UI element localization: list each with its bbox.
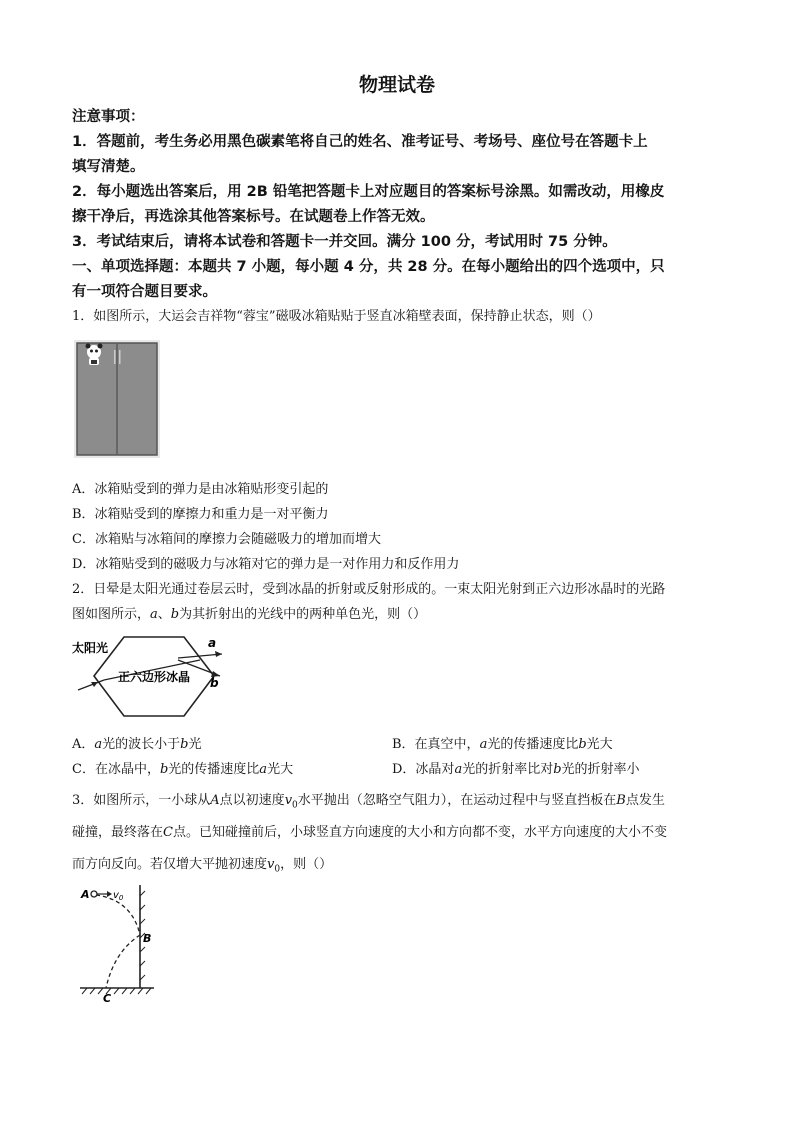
option-text: A． bbox=[72, 737, 95, 752]
stem-text: 点以初速度 bbox=[219, 793, 285, 808]
notice-item-1-line-2: 填写清楚。 bbox=[72, 159, 145, 175]
question-1-option-c: C．冰箱贴与冰箱间的摩擦力会随磁吸力的增加而增大 bbox=[72, 532, 381, 547]
label-b: b bbox=[210, 676, 219, 690]
label-a: a bbox=[208, 636, 217, 650]
question-2-option-c bbox=[72, 758, 293, 777]
point-c-label: C bbox=[103, 992, 112, 1005]
section-heading-line-1: 一、单项选择题：本题共 7 小题，每小题 4 分，共 28 分。在每小题给出的四个选项中，只 bbox=[72, 259, 665, 275]
subscript-0: 0 bbox=[274, 864, 281, 875]
crystal-label: 正六边形冰晶 bbox=[118, 670, 191, 684]
option-text: B．在真空中， bbox=[392, 737, 480, 752]
option-text: D．冰晶对 bbox=[392, 762, 455, 777]
symbol-v0: v bbox=[267, 857, 275, 872]
question-1-option-d: D．冰箱贴受到的磁吸力与冰箱对它的弹力是一对作用力和反作用力 bbox=[72, 557, 460, 572]
hexagon-crystal-figure bbox=[72, 630, 237, 722]
stem-text: 水平抛出（忽略空气阻力），在运动过程中与竖直挡板在 bbox=[297, 793, 617, 808]
v0-subscript: 0 bbox=[118, 894, 124, 902]
stem-text: 3．如图所示，一小球从 bbox=[72, 793, 211, 808]
trajectory-after-collision bbox=[106, 935, 140, 988]
symbol-a: a bbox=[94, 737, 103, 752]
option-text: 光的折射率小 bbox=[561, 762, 640, 777]
section-heading-line-2: 有一项符合题目要求。 bbox=[72, 284, 217, 300]
question-3-stem-line-1 bbox=[72, 789, 665, 811]
symbol-a: a bbox=[479, 737, 488, 752]
fridge-handle-right bbox=[119, 350, 121, 364]
point-a-label: A bbox=[81, 888, 90, 901]
question-3-stem-line-3 bbox=[72, 853, 332, 875]
v0-label bbox=[113, 890, 124, 902]
fridge-figure bbox=[74, 340, 160, 458]
notice-heading: 注意事项： bbox=[72, 109, 145, 125]
stem-text: 点发生 bbox=[625, 793, 665, 808]
fridge-handle-left bbox=[114, 350, 116, 364]
question-1-option-a: A．冰箱贴受到的弹力是由冰箱贴形变引起的 bbox=[72, 482, 329, 497]
symbol-b: b bbox=[553, 762, 562, 777]
question-1-option-b: B．冰箱贴受到的摩擦力和重力是一对平衡力 bbox=[72, 507, 329, 522]
point-b-label: B bbox=[143, 932, 152, 945]
symbol-b: b bbox=[170, 607, 180, 622]
notice-item-3: 3．考试结束后，请将本试卷和答题卡一并交回。满分 100 分，考试用时 75 分钟。 bbox=[72, 234, 617, 250]
stem-text: 图如图所示， bbox=[72, 607, 151, 622]
arrow-a-icon bbox=[215, 651, 222, 657]
symbol-v0: v bbox=[284, 793, 293, 808]
notice-item-2-line-2: 擦干净后，再选涂其他答案标号。在试题卷上作答无效。 bbox=[72, 209, 435, 225]
v0-symbol: v bbox=[113, 890, 119, 901]
sunlight-label: 太阳光 bbox=[72, 641, 109, 655]
ground-hatch bbox=[82, 988, 151, 994]
symbol-C: C bbox=[163, 825, 173, 840]
symbol-B: B bbox=[616, 793, 626, 808]
question-2-stem-line-2 bbox=[72, 603, 426, 622]
separator: 、 bbox=[157, 607, 171, 622]
symbol-A: A bbox=[210, 793, 220, 808]
symbol-b: b bbox=[180, 737, 189, 752]
projectile-figure bbox=[74, 880, 164, 1005]
stem-text: 为其折射出的光线中的两种单色光，则（） bbox=[179, 607, 427, 622]
option-text: 光 bbox=[188, 737, 202, 752]
option-text: C．在冰晶中， bbox=[72, 762, 160, 777]
question-1-stem: 1．如图所示，大运会吉祥物“蓉宝”磁吸冰箱贴贴于竖直冰箱壁表面，保持静止状态，则（） bbox=[72, 309, 601, 324]
option-text: 光的传播速度比 bbox=[168, 762, 260, 777]
symbol-b: b bbox=[578, 737, 587, 752]
option-text: 光的折射率比对 bbox=[462, 762, 554, 777]
notice-item-2-line-1: 2．每小题选出答案后，用 2B 铅笔把答题卡上对应题目的答案标号涂黑。如需改动，用橡皮 bbox=[72, 184, 665, 200]
question-2-option-a bbox=[72, 733, 202, 752]
symbol-a: a bbox=[454, 762, 463, 777]
question-2-option-d bbox=[392, 758, 640, 777]
subscript-0: 0 bbox=[292, 800, 298, 811]
stem-text: ，则（） bbox=[280, 857, 333, 872]
velocity-arrowhead-icon bbox=[107, 891, 112, 897]
question-2-option-b bbox=[392, 733, 613, 752]
option-text: 光的传播速度比 bbox=[487, 737, 579, 752]
ball-icon bbox=[91, 891, 97, 897]
symbol-a: a bbox=[150, 607, 158, 622]
stem-text: 碰撞，最终落在 bbox=[72, 825, 164, 840]
option-text: 光大 bbox=[586, 737, 613, 752]
symbol-a: a bbox=[259, 762, 268, 777]
symbol-b: b bbox=[159, 762, 169, 777]
stem-text: 点。已知碰撞前后，小球竖直方向速度的大小和方向都不变，水平方向速度的大小不变 bbox=[172, 825, 667, 840]
stem-text: 而方向反向。若仅增大平抛初速度 bbox=[72, 857, 268, 872]
question-2-stem-line-1: 2．日晕是太阳光通过卷层云时，受到冰晶的折射或反射形成的。一束太阳光射到正六边形冰晶时的光路 bbox=[72, 582, 666, 597]
option-text: 光的波长小于 bbox=[102, 737, 181, 752]
question-3-stem-line-2 bbox=[72, 821, 667, 840]
page-title: 物理试卷 bbox=[358, 74, 435, 96]
notice-item-1-line-1: 1．答题前，考生务必用黑色碳素笔将自己的姓名、准考证号、考场号、座位号在答题卡上 bbox=[72, 134, 648, 150]
option-text: 光大 bbox=[267, 762, 294, 777]
